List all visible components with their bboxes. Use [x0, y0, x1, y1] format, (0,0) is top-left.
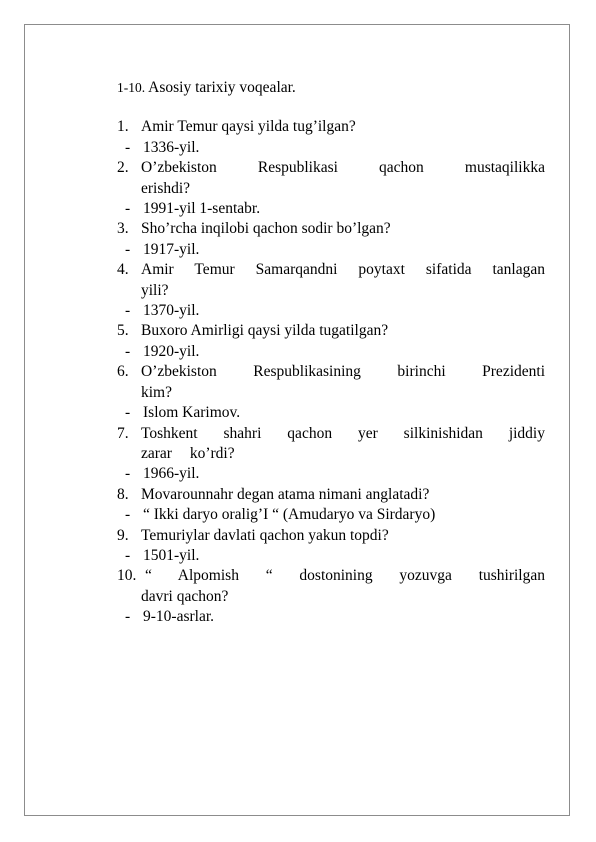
answer-dash: - [125, 506, 131, 524]
answer-text: 1966-yil. [143, 465, 200, 483]
question-number: 7. [117, 424, 129, 442]
question-1 [117, 117, 545, 137]
answer-text: Islom Karimov. [143, 404, 241, 422]
question-number: 9. [117, 526, 129, 544]
question-text: O’zbekiston Respublikasining birinchi Prezidenti [141, 363, 545, 381]
list-item [117, 526, 545, 567]
heading-number: 1-10. [117, 80, 146, 95]
question-text-block [141, 158, 545, 199]
question-number: 2. [117, 159, 129, 177]
answer-dash: - [125, 608, 131, 626]
question-text-block [141, 566, 545, 607]
list-item [117, 566, 545, 627]
answer-text: “ Ikki daryo oralig’I “ (Amudaryo va Sirdaryo) [143, 506, 436, 524]
answer-10 [117, 607, 545, 627]
question-text: Sho’rcha inqilobi qachon sodir bo’lgan? [141, 220, 391, 238]
answer-8 [117, 505, 545, 525]
question-number: 3. [117, 220, 129, 238]
question-10 [117, 566, 545, 607]
question-text-block [141, 362, 545, 403]
question-7 [117, 424, 545, 465]
answer-text: 1370-yil. [143, 302, 200, 320]
answer-text: 1991-yil 1-sentabr. [143, 200, 261, 218]
question-text-continued: davri qachon? [141, 587, 229, 605]
answer-dash: - [125, 302, 131, 320]
question-number: 8. [117, 485, 129, 503]
answer-2 [117, 199, 545, 219]
question-4 [117, 260, 545, 301]
list-item [117, 260, 545, 321]
answer-dash: - [125, 465, 131, 483]
answer-dash: - [125, 404, 131, 422]
heading-text: Asosiy tarixiy voqealar. [148, 79, 296, 96]
question-text-continued: erishdi? [141, 179, 191, 197]
answer-text: 9-10-asrlar. [143, 608, 215, 626]
question-text: Temuriylar davlati qachon yakun topdi? [141, 526, 389, 544]
list-item [117, 485, 545, 526]
question-2 [117, 158, 545, 199]
answer-6 [117, 403, 545, 423]
answer-text: 1501-yil. [143, 546, 200, 564]
question-list [117, 117, 545, 627]
question-number: 10. [117, 567, 137, 585]
answer-7 [117, 464, 545, 484]
list-item [117, 117, 545, 158]
question-text-block [141, 424, 545, 465]
answer-1 [117, 138, 545, 158]
list-item [117, 424, 545, 485]
question-number: 1. [117, 118, 129, 136]
answer-dash: - [125, 240, 131, 258]
document-content [117, 78, 545, 628]
answer-dash: - [125, 342, 131, 360]
answer-dash: - [125, 200, 131, 218]
list-item [117, 362, 545, 423]
section-heading [117, 78, 545, 98]
question-number: 5. [117, 322, 129, 340]
question-5 [117, 321, 545, 341]
question-text-continued: zarar ko’rdi? [141, 444, 235, 462]
answer-5 [117, 342, 545, 362]
question-text: Movarounnahr degan atama nimani anglatadi? [141, 485, 430, 503]
answer-9 [117, 546, 545, 566]
question-number: 4. [117, 261, 129, 279]
question-9 [117, 526, 545, 546]
list-item [117, 219, 545, 260]
list-item [117, 158, 545, 219]
answer-dash: - [125, 546, 131, 564]
answer-3 [117, 240, 545, 260]
question-8 [117, 485, 545, 505]
question-text-block [141, 260, 545, 301]
list-item [117, 321, 545, 362]
question-3 [117, 219, 545, 239]
answer-dash: - [125, 138, 131, 156]
question-text: Buxoro Amirligi qaysi yilda tugatilgan? [141, 322, 389, 340]
question-text-continued: yili? [141, 281, 169, 299]
question-6 [117, 362, 545, 403]
question-text: Amir Temur Samarqandni poytaxt sifatida tanlagan [141, 261, 545, 279]
answer-text: 1917-yil. [143, 240, 200, 258]
answer-4 [117, 301, 545, 321]
question-text-continued: kim? [141, 383, 172, 401]
question-text: Amir Temur qaysi yilda tug’ilgan? [141, 118, 356, 136]
question-text: Toshkent shahri qachon yer silkinishidan jiddiy [141, 424, 545, 442]
answer-text: 1920-yil. [143, 342, 200, 360]
question-number: 6. [117, 363, 129, 381]
question-text: O’zbekiston Respublikasi qachon mustaqilikka [141, 159, 545, 177]
question-text: “ Alpomish “ dostonining yozuvga tushirilgan [145, 567, 545, 585]
answer-text: 1336-yil. [143, 138, 200, 156]
